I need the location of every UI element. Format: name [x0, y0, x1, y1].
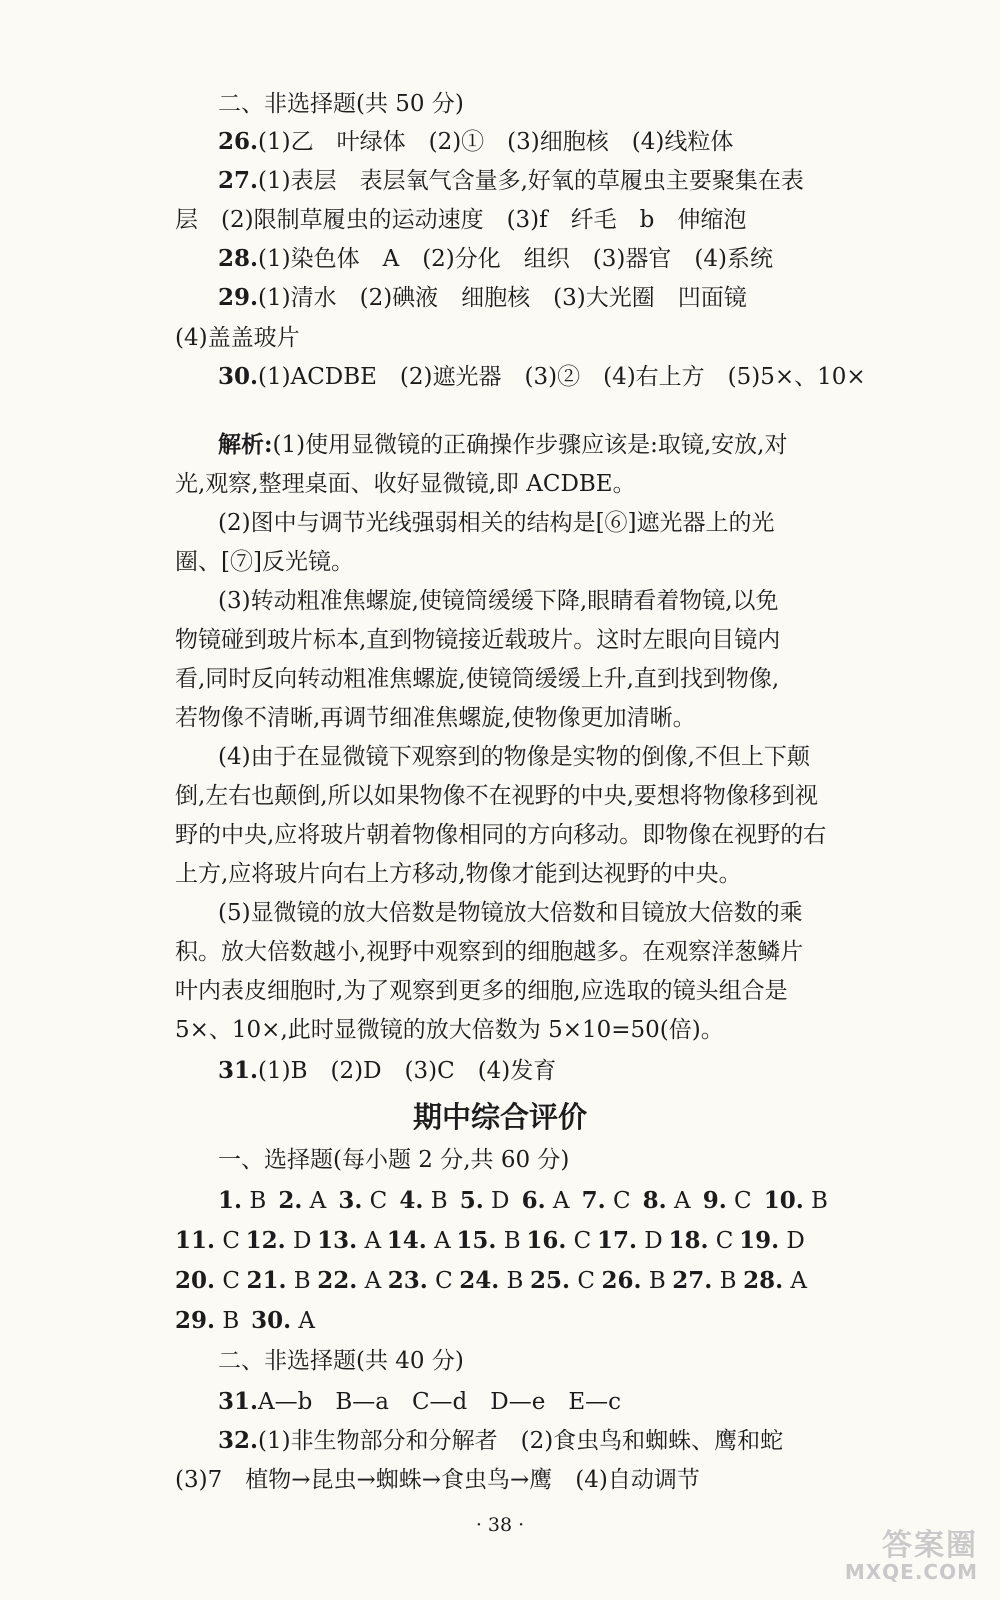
question-number: 30. — [218, 363, 259, 390]
question-number: 14. — [386, 1227, 427, 1254]
answer-text: (1)ACDBE (2)遮光器 (3)② (4)右上方 (5)5×、10× — [258, 364, 866, 390]
analysis-line: 倒,左右也颠倒,所以如果物像不在视野的中央,要想将物像移到视 — [175, 783, 818, 809]
answer-letter: B — [215, 1308, 240, 1334]
answer-letter: B — [286, 1268, 311, 1294]
answer-letter: A — [666, 1188, 691, 1214]
analysis-line: 物镜碰到玻片标本,直到物镜接近载玻片。这时左眼向目镜内 — [175, 627, 781, 653]
question-number: 10. — [763, 1187, 804, 1214]
question-number: 9. — [702, 1187, 727, 1214]
answer-text: (1)非生物部分和分解者 (2)食虫鸟和蜘蛛、鹰和蛇 — [258, 1428, 784, 1454]
mc-answer — [388, 1265, 453, 1297]
analysis-line: (2)图中与调节光线强弱相关的结构是[⑥]遮光器上的光 — [218, 510, 775, 536]
mc-answer — [764, 1185, 828, 1217]
answer-letter: B — [803, 1188, 828, 1214]
page-number: · 38 · — [475, 1514, 525, 1536]
mc-answer — [317, 1265, 381, 1297]
mc-answer — [459, 1265, 523, 1297]
analysis-line: 看,同时反向转动粗准焦螺旋,使镜筒缓缓上升,直到找到物像, — [175, 666, 780, 692]
question-number: 18. — [668, 1227, 709, 1254]
answer-letter: D — [637, 1228, 663, 1254]
question-number: 21. — [246, 1267, 287, 1294]
question-number: 8. — [642, 1187, 667, 1214]
question-number: 11. — [175, 1227, 216, 1254]
question-number: 1. — [218, 1187, 243, 1214]
answer-letter: C — [708, 1228, 734, 1254]
question-number: 23. — [387, 1267, 428, 1294]
answer-text: (1)表层 表层氧气含量多,好氧的草履虫主要聚集在表 — [258, 168, 804, 194]
mc-answer — [522, 1185, 570, 1217]
answer-letter: C — [215, 1268, 240, 1294]
answer-letter: C — [566, 1228, 592, 1254]
midterm-answer-32-line1 — [218, 1425, 868, 1457]
answer-text: (1)乙 叶绿体 (2)① (3)细胞核 (4)线粒体 — [258, 129, 734, 155]
analysis-line: 积。放大倍数越小,视野中观察到的细胞越多。在观察洋葱鳞片 — [175, 939, 804, 965]
answer-letter: C — [215, 1228, 240, 1254]
section-heading: 二、非选择题(共 50 分) — [218, 91, 464, 117]
question-number: 32. — [218, 1427, 259, 1454]
question-number: 13. — [317, 1227, 358, 1254]
question-number: 31. — [218, 1388, 259, 1415]
question-number: 27. — [218, 167, 259, 194]
mc-answer-row — [175, 1225, 805, 1257]
mc-answer — [175, 1265, 240, 1297]
answer-text: A—b B—a C—d D—e E—c — [258, 1389, 622, 1415]
section-heading: 一、选择题(每小题 2 分,共 60 分) — [218, 1147, 570, 1173]
mc-answer — [175, 1305, 239, 1337]
mc-answer — [251, 1305, 315, 1337]
answer-29-line2: (4)盖盖玻片 — [175, 325, 300, 351]
analysis-line — [218, 429, 825, 461]
mc-answer — [338, 1185, 387, 1217]
answer-text: (1)B (2)D (3)C (4)发育 — [258, 1058, 557, 1084]
answer-27-line2: 层 (2)限制草履虫的运动速度 (3)f 纤毛 b 伸缩泡 — [175, 207, 747, 233]
mc-answer-row — [175, 1265, 807, 1297]
answer-letter: A — [302, 1188, 327, 1214]
mc-answer — [597, 1225, 663, 1257]
answer-letter: B — [712, 1268, 737, 1294]
analysis-line: 5×、10×,此时显微镜的放大倍数为 5×10=50(倍)。 — [175, 1017, 724, 1043]
mc-answer-row — [218, 1185, 828, 1217]
answer-letter: C — [362, 1188, 388, 1214]
question-number: 5. — [459, 1187, 484, 1214]
analysis-line: (5)显微镜的放大倍数是物镜放大倍数和目镜放大倍数的乘 — [218, 900, 803, 926]
answer-letter: B — [496, 1228, 521, 1254]
mc-answer — [530, 1265, 595, 1297]
mc-answer — [246, 1265, 310, 1297]
question-number: 26. — [601, 1267, 642, 1294]
answer-letter: A — [357, 1228, 382, 1254]
question-number: 16. — [526, 1227, 567, 1254]
answer-letter: B — [242, 1188, 267, 1214]
answer-31 — [218, 1055, 868, 1087]
midterm-title: 期中综合评价 — [412, 1100, 587, 1134]
answer-letter: A — [357, 1268, 382, 1294]
analysis-line: 光,观察,整理桌面、收好显微镜,即 ACDBE。 — [175, 471, 636, 497]
answer-27-line1 — [218, 165, 868, 197]
mc-answer — [743, 1265, 807, 1297]
question-number: 6. — [521, 1187, 546, 1214]
question-number: 28. — [743, 1267, 784, 1294]
mc-answer — [317, 1225, 381, 1257]
answer-letter: A — [783, 1268, 807, 1294]
analysis-line: 圈、[⑦]反光镜。 — [175, 549, 354, 575]
answer-letter: A — [545, 1188, 570, 1214]
question-number: 29. — [218, 284, 259, 311]
analysis-line: 上方,应将玻片向右上方移动,物像才能到达视野的中央。 — [175, 861, 742, 887]
question-number: 12. — [245, 1227, 286, 1254]
question-number: 31. — [218, 1057, 259, 1084]
mc-answer — [460, 1185, 510, 1217]
analysis-line: 叶内表皮细胞时,为了观察到更多的细胞,应选取的镜头组合是 — [175, 978, 788, 1004]
mc-answer — [387, 1225, 451, 1257]
question-number: 28. — [218, 245, 259, 272]
question-number: 19. — [739, 1227, 780, 1254]
answer-letter: C — [570, 1268, 595, 1294]
question-number: 4. — [399, 1187, 424, 1214]
analysis-text: (1)使用显微镜的正确操作步骤应该是:取镜,安放,对 — [272, 432, 788, 458]
question-number: 7. — [581, 1187, 606, 1214]
mc-answer — [278, 1185, 326, 1217]
section-heading: 二、非选择题(共 40 分) — [218, 1348, 464, 1374]
question-number: 24. — [459, 1267, 500, 1294]
question-number: 2. — [278, 1187, 303, 1214]
analysis-label: 解析: — [218, 431, 273, 458]
watermark-logo — [828, 1520, 978, 1586]
question-number: 15. — [456, 1227, 497, 1254]
question-number: 26. — [218, 128, 259, 155]
analysis-line: (3)转动粗准焦螺旋,使镜筒缓缓下降,眼睛看着物镜,以免 — [218, 588, 779, 614]
answer-26 — [218, 126, 868, 158]
answer-letter: A — [426, 1228, 451, 1254]
midterm-answer-31 — [218, 1386, 868, 1418]
question-number: 29. — [175, 1307, 216, 1334]
mc-answer — [456, 1225, 520, 1257]
mc-answer — [703, 1185, 752, 1217]
answer-text: (1)清水 (2)碘液 细胞核 (3)大光圈 凹面镜 — [258, 285, 747, 311]
analysis-line: 野的中央,应将玻片朝着物像相同的方向移动。即物像在视野的右 — [175, 822, 827, 848]
answer-letter: D — [285, 1228, 312, 1254]
answer-letter: B — [641, 1268, 666, 1294]
mc-answer — [399, 1185, 447, 1217]
analysis-line: 若物像不清晰,再调节细准焦螺旋,使物像更加清晰。 — [175, 705, 696, 731]
answer-28 — [218, 243, 868, 275]
question-number: 20. — [175, 1267, 216, 1294]
answer-letter: B — [423, 1188, 448, 1214]
question-number: 22. — [317, 1267, 358, 1294]
midterm-answer-32-line2: (3)7 植物→昆虫→蜘蛛→食虫鸟→鹰 (4)自动调节 — [175, 1467, 700, 1493]
mc-answer — [739, 1225, 805, 1257]
question-number: 27. — [672, 1267, 713, 1294]
answer-letter: C — [726, 1188, 752, 1214]
answer-letter: B — [499, 1268, 524, 1294]
question-number: 30. — [251, 1307, 292, 1334]
mc-answer — [582, 1185, 631, 1217]
mc-answer — [602, 1265, 666, 1297]
mc-answer — [672, 1265, 736, 1297]
answer-letter: D — [779, 1228, 805, 1254]
mc-answer-row — [175, 1305, 315, 1337]
answer-letter: C — [427, 1268, 453, 1294]
question-number: 17. — [596, 1227, 637, 1254]
question-number: 3. — [338, 1187, 363, 1214]
answer-letter: D — [483, 1188, 510, 1214]
mc-answer — [246, 1225, 312, 1257]
answer-letter: A — [291, 1308, 315, 1334]
analysis-line: (4)由于在显微镜下观察到的物像是实物的倒像,不但上下颠 — [218, 744, 810, 770]
question-number: 25. — [530, 1267, 571, 1294]
answer-30 — [218, 361, 868, 393]
answer-29-line1 — [218, 282, 868, 314]
mc-answer — [218, 1185, 266, 1217]
mc-answer — [526, 1225, 591, 1257]
watermark-text: 答案圈 — [882, 1528, 978, 1563]
mc-answer — [668, 1225, 733, 1257]
mc-answer — [175, 1225, 240, 1257]
answer-letter: C — [605, 1188, 631, 1214]
mc-answer — [643, 1185, 691, 1217]
answer-text: (1)染色体 A (2)分化 组织 (3)器官 (4)系统 — [258, 246, 773, 272]
watermark-url: MXQE.COM — [844, 1560, 978, 1584]
